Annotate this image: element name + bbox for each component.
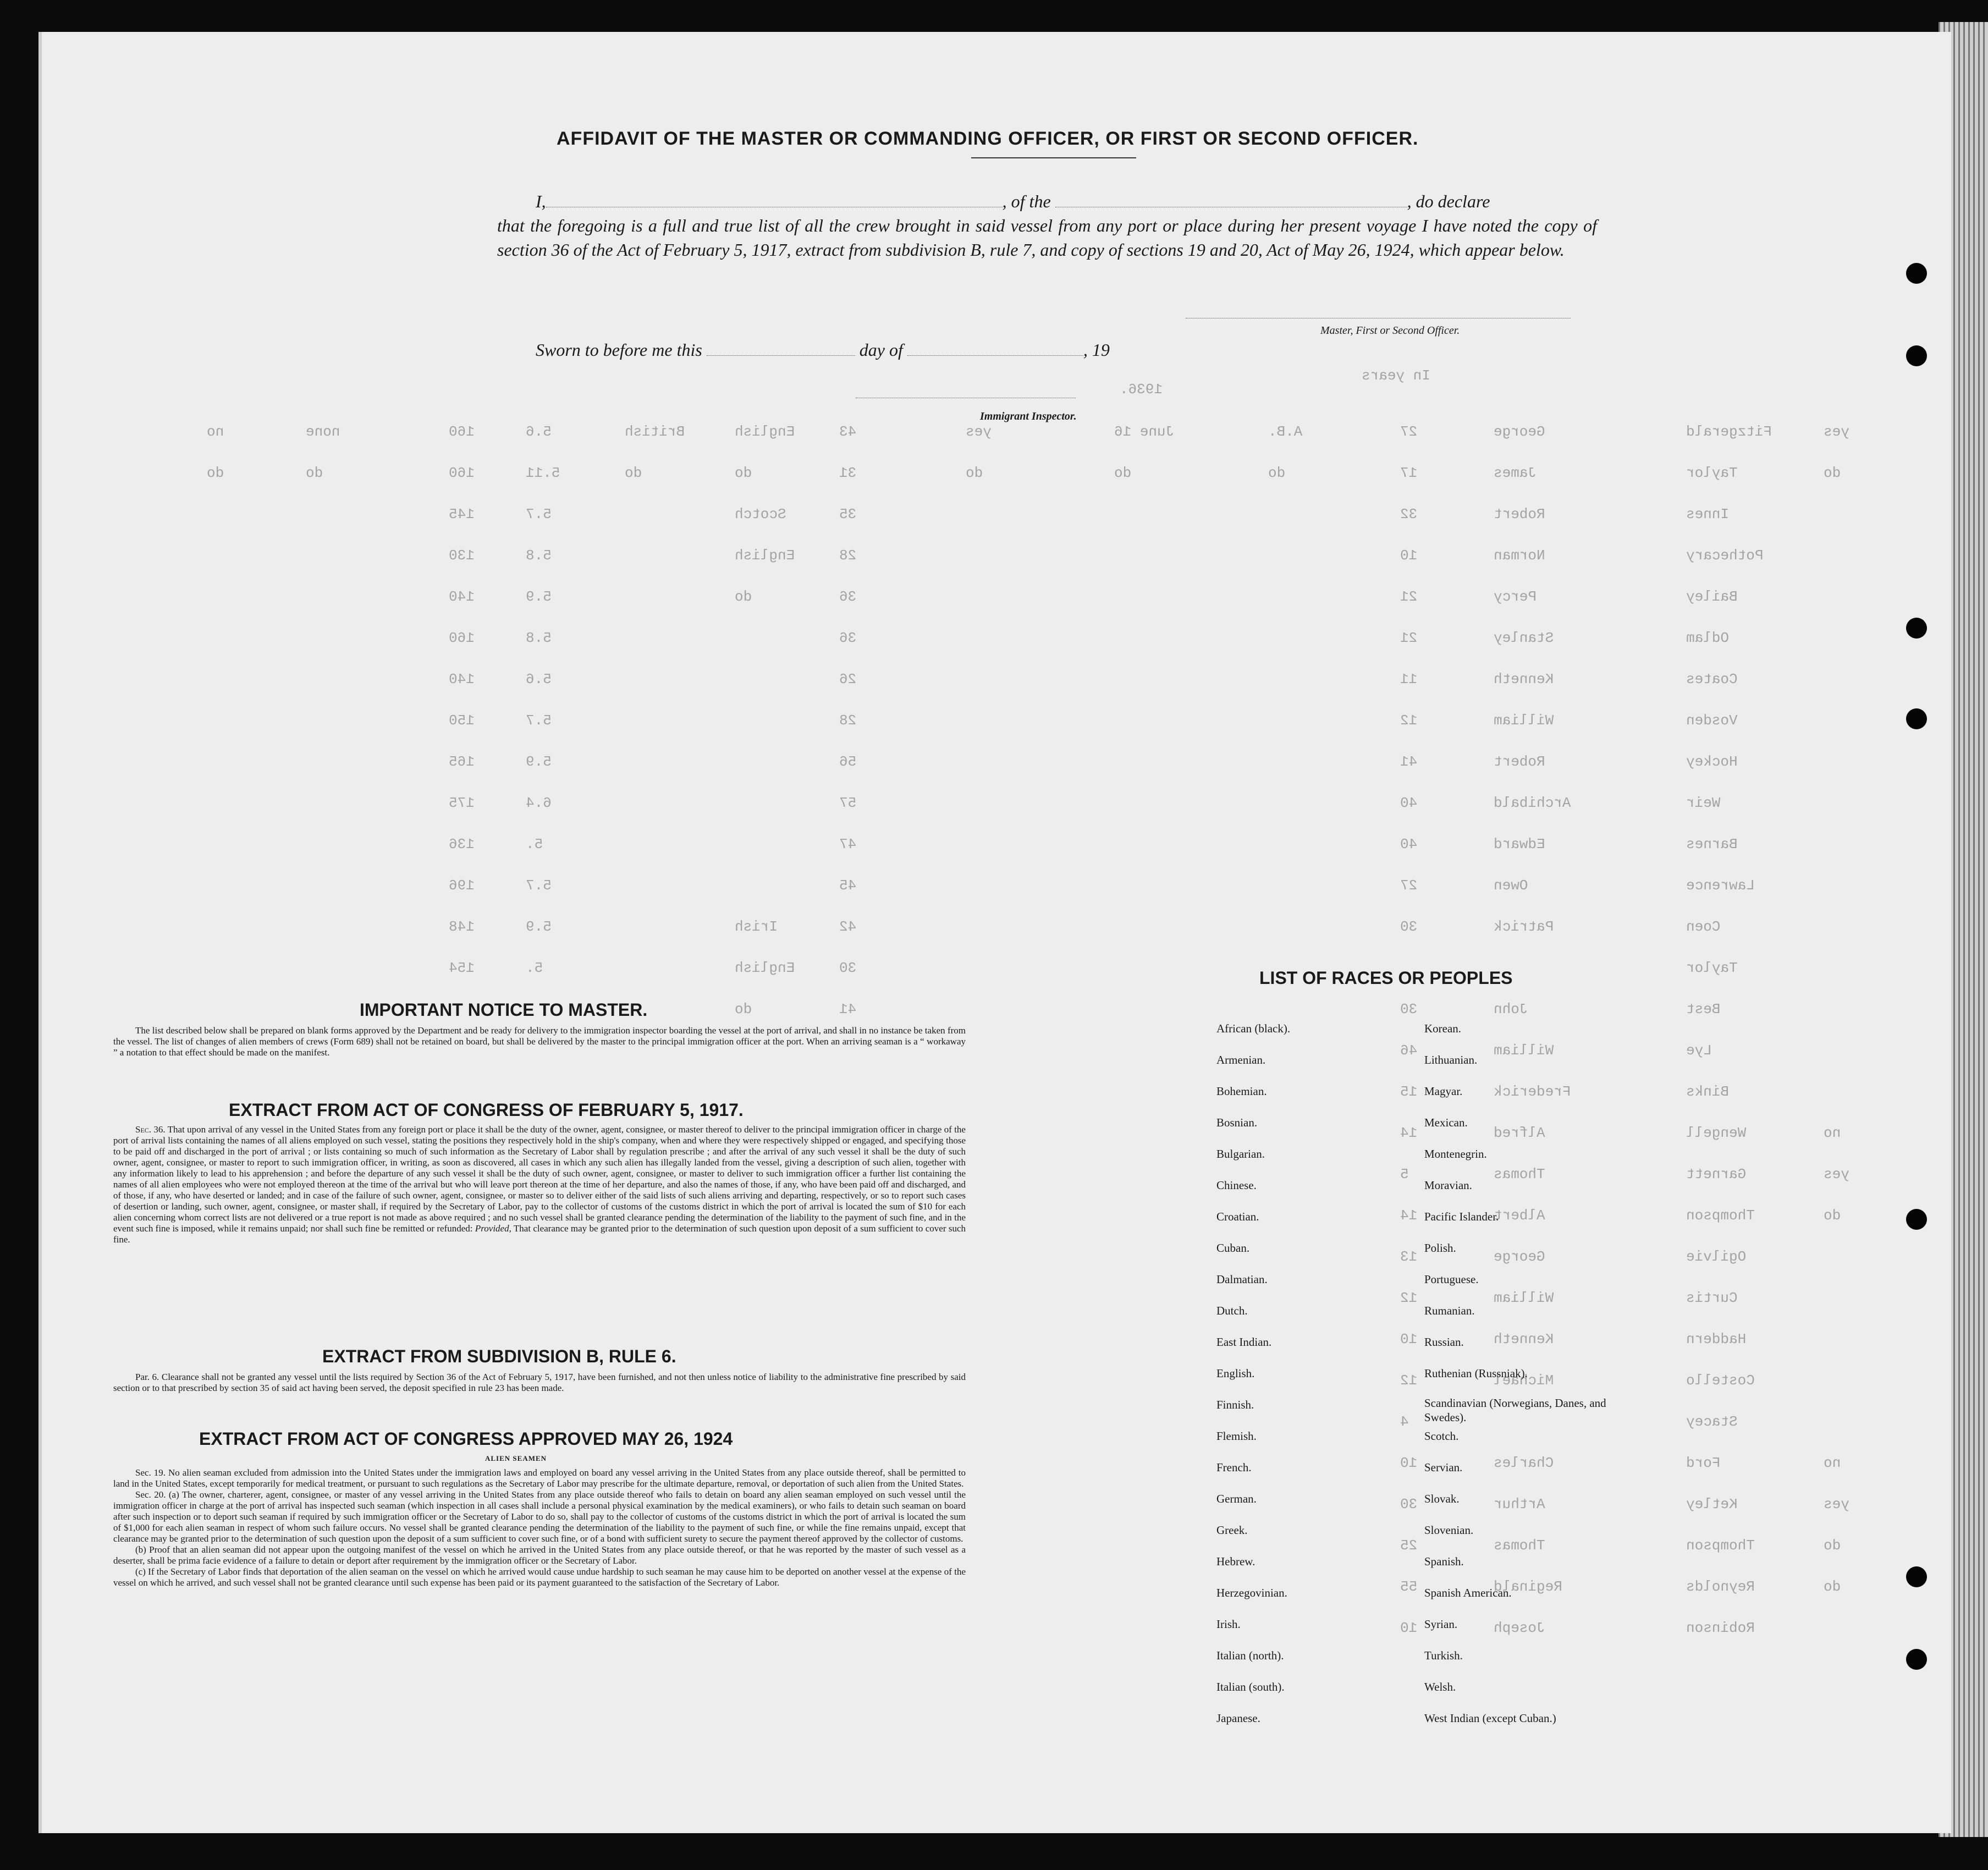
ghost-cell: 26 — [839, 671, 857, 688]
notice-text: The list described below shall be prepared on blank forms approved by the Department and be ready for delivery to the immigration inspector boarding the vessel at the port of arrival, and shall in no instance be taken from the vessel. The list of changes of alien members of crews (Form 689) shall not be retained on board, but shall be delivered by the master to the principal immigration officer at the port. When an arriving seaman is a “ workaway ” a notation to that effect should be made on the manifest. — [113, 1025, 966, 1058]
race-item: Bohemian. — [1216, 1085, 1267, 1098]
ghost-cell: do — [625, 465, 642, 481]
race-item: Hebrew. — [1216, 1555, 1255, 1568]
ghost-cell: Norman — [1494, 547, 1545, 564]
sec-20b: (b) Proof that an alien seaman did not appear upon the outgoing manifest of the vessel on which he arrived in the United States from any place outside thereof, or that he was reported by the master of such vessel as a deserter, shall be prima facie evidence of a failure to detain or deport after requirement by the immigration officer or the Secretary of Labor. — [113, 1544, 966, 1566]
binder-hole — [1906, 708, 1927, 729]
do-declare-label: , do declare — [1407, 191, 1490, 211]
race-item: Scotch. — [1424, 1429, 1459, 1443]
race-item: West Indian (except Cuban.) — [1424, 1712, 1556, 1725]
ghost-cell: Fitzgerald — [1686, 424, 1772, 440]
ghost-cell: William — [1494, 1042, 1554, 1059]
race-item: Magyar. — [1424, 1085, 1463, 1098]
ghost-cell: 30 — [1400, 1496, 1418, 1513]
race-item: Herzegovinian. — [1216, 1586, 1287, 1599]
of-the-label: , of the — [1002, 191, 1051, 211]
ghost-cell: yes — [1824, 1166, 1849, 1182]
ghost-cell: 5.11 — [526, 465, 560, 481]
binder-hole — [1906, 1566, 1927, 1587]
ghost-cell: Kenneth — [1494, 671, 1554, 688]
ghost-cell: 5.9 — [526, 588, 552, 605]
ghost-cell: Albert — [1494, 1207, 1545, 1224]
race-item: Chinese. — [1216, 1179, 1257, 1192]
ghost-cell: none — [306, 424, 340, 440]
ghost-cell: Odlam — [1686, 630, 1730, 646]
declaration-line — [536, 189, 1597, 213]
ghost-cell: Frederick — [1494, 1084, 1571, 1100]
race-item: Spanish American. — [1424, 1586, 1512, 1599]
ghost-cell: 145 — [449, 506, 475, 522]
extract-1917-text — [113, 1124, 966, 1245]
i-label: I, — [536, 191, 546, 211]
ghost-cell: Robinson — [1686, 1620, 1755, 1636]
affidavit-title: AFFIDAVIT OF THE MASTER OR COMMANDING OFFICER, OR FIRST OR SECOND OFFICER. — [557, 128, 1419, 149]
ghost-cell: George — [1494, 1248, 1545, 1265]
ghost-cell: 136 — [449, 836, 475, 853]
race-item: Montenegrin. — [1424, 1147, 1487, 1160]
ghost-cell: Alfred — [1494, 1125, 1545, 1141]
sworn-day-blank[interactable] — [707, 342, 855, 356]
ghost-cell: 40 — [1400, 836, 1418, 853]
ghost-cell: 10 — [1400, 1455, 1418, 1471]
sec-19: Sec. 19. No alien seaman excluded from admission into the United States under the immigration laws and employed on board any vessel arriving in the United States from any place outside thereof, shall be permitted to land in the United States, except temporarily for medical treatment, or pursuant to such regulations as the Secretary of Labor may prescribe for the ultimate departure, removal, or deportation of such alien from the United States. — [113, 1467, 966, 1489]
binder-hole — [1906, 345, 1927, 366]
ghost-cell: Robert — [1494, 754, 1545, 770]
ghost-cell: 32 — [1400, 506, 1418, 522]
ghost-cell: English — [735, 547, 795, 564]
ghost-cell: 31 — [839, 465, 857, 481]
ghost-cell: Arthur — [1494, 1496, 1545, 1513]
ghost-cell: 148 — [449, 919, 475, 935]
ghost-cell: William — [1494, 712, 1554, 729]
extract-1924-title: EXTRACT FROM ACT OF CONGRESS APPROVED MAY 26, 1924 — [199, 1429, 733, 1449]
race-item: Dutch. — [1216, 1304, 1248, 1317]
ghost-cell: 45 — [839, 877, 857, 894]
alien-seamen-subtitle: ALIEN SEAMEN — [485, 1454, 547, 1462]
ghost-cell: James — [1494, 465, 1537, 481]
race-item: Japanese. — [1216, 1712, 1260, 1725]
ghost-cell: Owen — [1494, 877, 1528, 894]
ghost-cell: 10 — [1400, 1620, 1418, 1636]
ghost-cell: Coen — [1686, 919, 1721, 935]
ghost-cell: Innes — [1686, 506, 1730, 522]
ghost-cell: no — [1824, 1455, 1841, 1471]
ghost-cell: Percy — [1494, 588, 1537, 605]
race-item: Portuguese. — [1424, 1273, 1479, 1286]
race-item: Slovenian. — [1424, 1524, 1474, 1537]
ghost-cell: 41 — [839, 1001, 857, 1018]
ghost-cell: 46 — [1400, 1042, 1418, 1059]
race-item: Moravian. — [1424, 1179, 1472, 1192]
ghost-cell: Ogilvie — [1686, 1248, 1747, 1265]
ghost-cell: 27 — [1400, 424, 1418, 440]
ghost-cell: Costello — [1686, 1372, 1755, 1389]
race-item: Turkish. — [1424, 1649, 1463, 1662]
race-item: Russian. — [1424, 1335, 1464, 1349]
ghost-cell: do — [306, 465, 323, 481]
ghost-cell: 5.7 — [526, 712, 552, 729]
ghost-cell: 36 — [839, 630, 857, 646]
race-item: Irish. — [1216, 1618, 1241, 1631]
title-rule — [971, 157, 1136, 158]
ghost-cell: do — [735, 465, 752, 481]
sec-20a: Sec. 20. (a) The owner, charterer, agent, consignee, or master of any vessel arriving in the United States from any place outside thereof who fails to detain on board any alien seaman employed on such vessel until the immigration officer in charge at the port of arrival has inspected such seaman (which inspection in all cases shall include a personal physical examination by the medical examiners), or who fails to detain such seaman on board after such inspection or to deport such seaman if required by such immigration officer or the Secretary of Labor to do so, shall pay to the collector of customs of the customs district in which the port of arrival is located the sum of $1,000 for each alien seaman in respect of whom such failure occurs. No vessel shall be granted clearance pending the determination of the liability to the payment of such fine, or while the fine remains unpaid, except that clearance may be granted prior to the determination of such question upon the deposit of a sum sufficient to cover such fine, or of a bond with sufficient surety to secure the payment thereof approved by the collector of customs. — [113, 1489, 966, 1544]
ghost-cell: Stacey — [1686, 1414, 1738, 1430]
ghost-cell: Hockey — [1686, 754, 1738, 770]
race-item: Greek. — [1216, 1524, 1248, 1537]
race-item: Cuban. — [1216, 1241, 1250, 1255]
sec-36-body: That upon arrival of any vessel in the United States from any foreign port or place it shall be the duty of the owner, agent, consignee, or master thereof to deliver to the principal immigration officer in charge of the port of arrival lists containing the names of all aliens employed on such vessel, stating the positions they respectively hold in the ship's company, when and where they were respectively shipped or engaged, and specifying those to be paid off and discharged in the port of arrival ; or lists containing so much of such information as the Secretary of Labor shall by regulation prescribe ; and after the arrival of any such vessel it shall be the duty of such owner, agent, consignee, or master to report to such immigration officer, in writing, as soon as discovered, all cases in which any such alien has illegally landed from the vessel, giving a description of such alien, together with any information likely to lead to his apprehension ; and before the departure of any such vessel it shall be the duty of such owner, agent, consignee, or master to deliver to such immigration officer a further list containing the names of all alien employees who were not employed thereon at the time of the arrival but who will leave port thereon at the time of her departure, and also the names of those, if any, who have been paid off and discharged, and of those, if any, who have deserted or landed; and in case of the failure of such owner, agent, consignee, or master so to deliver either of the said lists of such aliens arriving and departing, respectively, or so to report such cases of desertion or landing, such owner, agent, consignee, or master shall, if required by the Secretary of Labor, pay to the collector of customs of the customs district in which the port of arrival is located the sum of $10 for each alien concerning whom correct lists are not delivered or a true report is not made as above required ; and no such vessel shall be granted clearance pending the determination of the liability to the payment of such fine, and in the event such fine is imposed, while it remains unpaid; nor shall such fine be remitted or refunded: — [113, 1124, 966, 1234]
ghost-cell: 165 — [449, 754, 475, 770]
ghost-cell: John — [1494, 1001, 1528, 1018]
ghost-cell: Reynolds — [1686, 1579, 1755, 1595]
race-item: Mexican. — [1424, 1116, 1468, 1129]
ghost-year: 1936. — [1120, 381, 1163, 398]
ghost-cell: Coates — [1686, 671, 1738, 688]
race-item: Korean. — [1424, 1022, 1462, 1035]
ghost-cell: Thompson — [1686, 1207, 1755, 1224]
ghost-cell: English — [735, 960, 795, 976]
race-item: Slovak. — [1424, 1492, 1460, 1505]
race-item: Lithuanian. — [1424, 1053, 1478, 1066]
race-item: Bulgarian. — [1216, 1147, 1265, 1160]
sec-36-label: Sec. 36. — [135, 1124, 166, 1135]
ghost-cell: 196 — [449, 877, 475, 894]
race-item: Finnish. — [1216, 1398, 1254, 1411]
ghost-cell: 30 — [1400, 1001, 1418, 1018]
ghost-cell: 41 — [1400, 754, 1418, 770]
ghost-cell: Ford — [1686, 1455, 1721, 1471]
ghost-cell: yes — [1824, 424, 1849, 440]
ghost-cell: Joseph — [1494, 1620, 1545, 1636]
ghost-cell: 43 — [839, 424, 857, 440]
ghost-cell: 5.9 — [526, 919, 552, 935]
ghost-cell: Robert — [1494, 506, 1545, 522]
sworn-month-blank[interactable] — [907, 342, 1083, 356]
ghost-cell: 55 — [1400, 1579, 1418, 1595]
binder-hole — [1906, 1649, 1927, 1670]
ghost-cell: do — [1824, 1537, 1841, 1554]
ghost-cell: Wengell — [1686, 1125, 1747, 1141]
sworn-label: Sworn to before me this — [536, 340, 702, 360]
declaration-body: that the foregoing is a full and true list of all the crew brought in said vessel from any port or place during her present voyage I have noted the copy of section 36 of the Act of February 5, 1917, extract from subdivision B, rule 7, and copy of sections 19 and 20, Act of May 26, 1924, which appear below. — [497, 216, 1597, 260]
ghost-cell: Barnes — [1686, 836, 1738, 853]
ghost-cell: British — [625, 424, 685, 440]
ghost-cell: Michael — [1494, 1372, 1554, 1389]
ghost-cell: Bailey — [1686, 588, 1738, 605]
ghost-cell: no — [1824, 1125, 1841, 1141]
ghost-cell: Lawrence — [1686, 877, 1755, 894]
ghost-cell: Stanley — [1494, 630, 1554, 646]
ghost-cell: 5.7 — [526, 506, 552, 522]
ghost-cell: William — [1494, 1290, 1554, 1306]
name-blank[interactable] — [546, 194, 1003, 207]
ghost-cell: 11 — [1400, 671, 1418, 688]
binder-hole — [1906, 1209, 1927, 1230]
ghost-cell: 13 — [1400, 1248, 1418, 1265]
ghost-cell: 150 — [449, 712, 475, 729]
extract-1917-title: EXTRACT FROM ACT OF CONGRESS OF FEBRUARY 5, 1917. — [229, 1100, 744, 1120]
ghost-cell: 27 — [1400, 877, 1418, 894]
binder-hole — [1906, 618, 1927, 639]
ghost-cell: Kenneth — [1494, 1331, 1554, 1348]
ghost-cell: do — [735, 588, 752, 605]
ghost-cell: Patrick — [1494, 919, 1554, 935]
ghost-cell: 14 — [1400, 1125, 1418, 1141]
race-item: Polish. — [1424, 1241, 1456, 1255]
ghost-cell: 6.4 — [526, 795, 552, 811]
ghost-cell: 30 — [839, 960, 857, 976]
ghost-cell: 57 — [839, 795, 857, 811]
ghost-cell: yes — [966, 424, 992, 440]
ghost-cell: 10 — [1400, 1331, 1418, 1348]
ghost-cell: yes — [1824, 1496, 1849, 1513]
ghost-cell: 130 — [449, 547, 475, 564]
ghost-cell: Edward — [1494, 836, 1545, 853]
ghost-cell: do — [1824, 465, 1841, 481]
race-item: East Indian. — [1216, 1335, 1272, 1349]
ghost-cell: 5.6 — [526, 424, 552, 440]
ghost-cell: 36 — [839, 588, 857, 605]
ghost-cell: 160 — [449, 630, 475, 646]
ghost-cell: Archibald — [1494, 795, 1571, 811]
ghost-cell: 47 — [839, 836, 857, 853]
race-item: Croatian. — [1216, 1210, 1259, 1223]
ghost-cell: Lye — [1686, 1042, 1712, 1059]
ghost-in-years: In years — [1362, 367, 1430, 384]
ghost-cell: 42 — [839, 919, 857, 935]
race-item: Servian. — [1424, 1461, 1463, 1474]
ghost-cell: 5. — [526, 960, 543, 976]
ghost-cell: 160 — [449, 465, 475, 481]
ghost-cell: 21 — [1400, 630, 1418, 646]
ghost-cell: 30 — [1400, 919, 1418, 935]
race-item: English. — [1216, 1367, 1255, 1380]
ghost-cell: 28 — [839, 547, 857, 564]
ghost-cell: 140 — [449, 588, 475, 605]
ghost-cell: George — [1494, 424, 1545, 440]
extract-rule-text: Par. 6. Clearance shall not be granted any vessel until the lists required by Section 36 of the Act of February 5, 1917, have been furnished, and not then unless notice of liability to the administrative fine prescribed by said section or to that prescribed by section 35 of said act having been served, the deposit specified in rule 23 has been made. — [113, 1372, 966, 1393]
ghost-cell: 35 — [839, 506, 857, 522]
ghost-cell: 154 — [449, 960, 475, 976]
binder-hole — [1906, 263, 1927, 284]
ghost-cell: Charles — [1494, 1455, 1554, 1471]
ghost-cell: Haddern — [1686, 1331, 1747, 1348]
race-item: Ruthenian (Russniak). — [1424, 1367, 1528, 1380]
sec-20c: (c) If the Secretary of Labor finds that deportation of the alien seaman on the vessel on which he arrived would cause undue hardship to such seaman he may cause him to be deported on another vessel at the expense of the vessel on which he arrived, and such vessel shall not be granted clearance until such expense has been paid or its payment guaranteed to the satisfaction of the Secretary of Labor. — [113, 1566, 966, 1588]
ghost-cell: 5. — [526, 836, 543, 853]
ghost-cell: do — [1114, 465, 1132, 481]
ghost-cell: 5.9 — [526, 754, 552, 770]
ghost-cell: 12 — [1400, 1290, 1418, 1306]
ghost-cell: Weir — [1686, 795, 1721, 811]
race-item: Spanish. — [1424, 1555, 1464, 1568]
race-item: Dalmatian. — [1216, 1273, 1268, 1286]
sworn-line — [536, 338, 1110, 362]
ghost-cell: Ketley — [1686, 1496, 1738, 1513]
ghost-cell: Thomas — [1494, 1166, 1545, 1182]
ghost-cell: Best — [1686, 1001, 1721, 1018]
ghost-cell: 4 — [1400, 1414, 1409, 1430]
ghost-cell: Taylor — [1686, 465, 1738, 481]
ghost-cell: do — [207, 465, 224, 481]
inspector-caption: Immigrant Inspector. — [980, 410, 1077, 422]
ghost-cell: 21 — [1400, 588, 1418, 605]
notice-title: IMPORTANT NOTICE TO MASTER. — [360, 1000, 648, 1020]
race-item: Flemish. — [1216, 1429, 1257, 1443]
ghost-cell: Thompson — [1686, 1537, 1755, 1554]
ghost-cell: 14 — [1400, 1207, 1418, 1224]
race-item: Italian (south). — [1216, 1680, 1285, 1693]
ghost-cell: English — [735, 424, 795, 440]
ghost-cell: 10 — [1400, 547, 1418, 564]
ghost-cell: 5.7 — [526, 877, 552, 894]
ghost-cell: 28 — [839, 712, 857, 729]
ghost-cell: Vosden — [1686, 712, 1738, 729]
ghost-cell: do — [735, 1001, 752, 1018]
ghost-cell: 12 — [1400, 712, 1418, 729]
ghost-cell: Curtis — [1686, 1290, 1738, 1306]
year-label: , 19 — [1083, 340, 1110, 360]
race-item: Rumanian. — [1424, 1304, 1475, 1317]
ghost-cell: 15 — [1400, 1084, 1418, 1100]
provided-label: Provided, — [475, 1223, 511, 1234]
ghost-cell: 17 — [1400, 465, 1418, 481]
ghost-cell: 12 — [1400, 1372, 1418, 1389]
ghost-cell: Pothecary — [1686, 547, 1764, 564]
sec-36-end: That clearance may be granted prior to the determination of such question upon deposit of a sum sufficient to cover such fine. — [113, 1223, 966, 1245]
ghost-cell: Irish — [735, 919, 778, 935]
race-item: Bosnian. — [1216, 1116, 1258, 1129]
race-item: Pacific Islander. — [1424, 1210, 1499, 1223]
race-item: German. — [1216, 1492, 1257, 1505]
ghost-cell: 25 — [1400, 1537, 1418, 1554]
ghost-cell: 5.8 — [526, 547, 552, 564]
ghost-cell: June 16 — [1114, 424, 1175, 440]
ghost-cell: Scotch — [735, 506, 786, 522]
ghost-cell: 56 — [839, 754, 857, 770]
ghost-cell: 5.6 — [526, 671, 552, 688]
extract-rule-title: EXTRACT FROM SUBDIVISION B, RULE 6. — [322, 1346, 676, 1366]
race-item: Welsh. — [1424, 1680, 1456, 1693]
race-item: Italian (north). — [1216, 1649, 1284, 1662]
extract-1924-text — [113, 1467, 966, 1588]
ghost-cell: do — [966, 465, 983, 481]
ghost-cell: no — [207, 424, 224, 440]
race-item: French. — [1216, 1461, 1252, 1474]
ghost-cell: do — [1268, 465, 1286, 481]
ghost-cell: Thomas — [1494, 1537, 1545, 1554]
vessel-blank[interactable] — [1055, 194, 1407, 207]
ghost-cell: 5.8 — [526, 630, 552, 646]
race-item: African (black). — [1216, 1022, 1291, 1035]
ghost-cell: 5 — [1400, 1166, 1409, 1182]
ghost-cell: A.B. — [1268, 424, 1303, 440]
ghost-cell: 40 — [1400, 795, 1418, 811]
ghost-cell: Reginald — [1494, 1579, 1562, 1595]
ghost-cell: 160 — [449, 424, 475, 440]
races-title: LIST OF RACES OR PEOPLES — [1259, 968, 1513, 988]
ghost-cell: 140 — [449, 671, 475, 688]
ghost-cell: Binks — [1686, 1084, 1730, 1100]
ghost-cell: do — [1824, 1207, 1841, 1224]
master-caption: Master, First or Second Officer. — [1320, 324, 1460, 337]
ghost-cell: 175 — [449, 795, 475, 811]
race-item: Syrian. — [1424, 1618, 1458, 1631]
document-page — [38, 32, 1951, 1833]
ghost-cell: Taylor — [1686, 960, 1738, 976]
race-item: Armenian. — [1216, 1053, 1266, 1066]
race-item: Scandinavian (Norwegians, Danes, and Swedes). — [1424, 1396, 1606, 1424]
day-of-label: day of — [859, 340, 903, 360]
ghost-cell: Garnett — [1686, 1166, 1747, 1182]
ghost-cell: do — [1824, 1579, 1841, 1595]
